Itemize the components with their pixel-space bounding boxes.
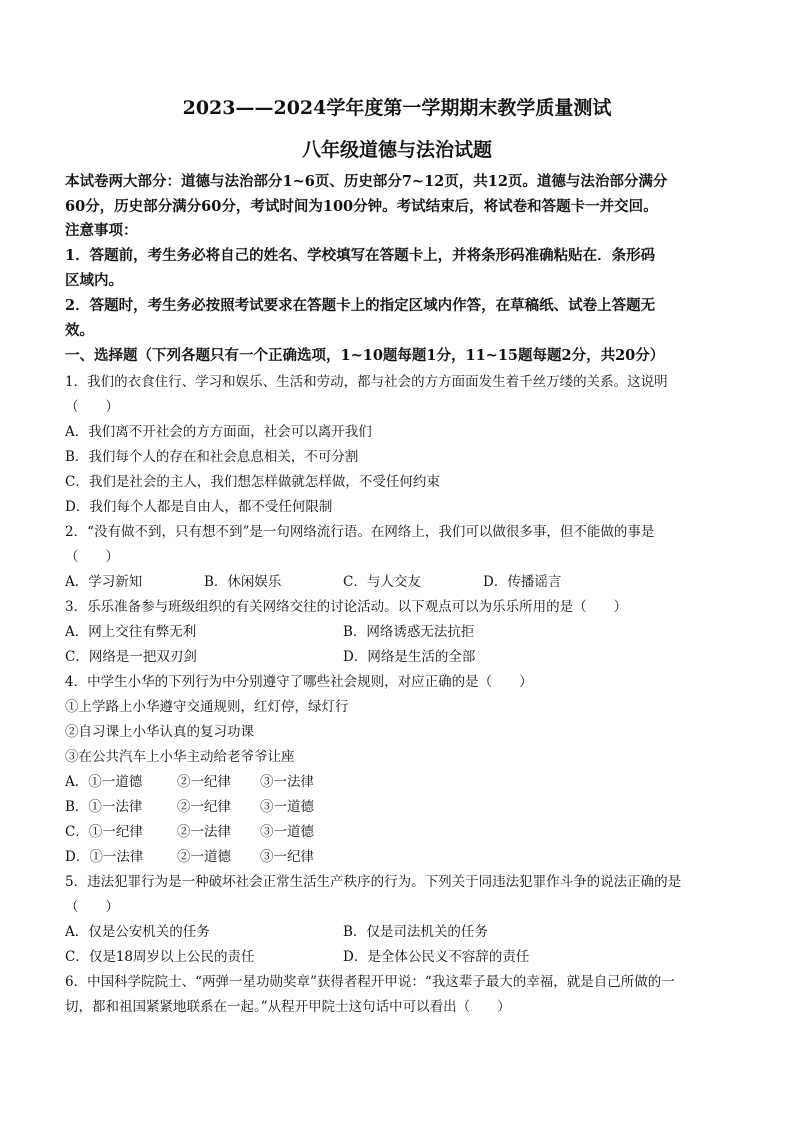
intro-line-2: 60分，历史部分满分60分，考试时间为100分钟。考试结束后，将试卷和答题卡一并交回。: [65, 198, 658, 215]
q5-blank: （ ）: [65, 899, 119, 915]
q2-option-d: D．传播谣言: [483, 574, 562, 590]
q2-option-a: A．学习新知: [65, 574, 143, 590]
q4-option-c-1: C．①一纪律: [65, 824, 143, 840]
q6-stem-line-2: 切，都和祖国紧紧地联系在一起。”从程开甲院士这句话中可以看出（ ）: [65, 999, 511, 1015]
q1-option-c: C．我们是社会的主人，我们想怎样做就怎样做，不受任何约束: [65, 474, 440, 490]
q4-option-d-2: ②一道德: [177, 849, 231, 865]
q5-option-b: B．仅是司法机关的任务: [343, 924, 488, 940]
q2-blank: （ ）: [65, 549, 119, 565]
q4-option-c-2: ②一法律: [177, 824, 231, 840]
q4-option-d-1: D．①一法律: [65, 849, 144, 865]
q4-statement-3: ③在公共汽车上小华主动给老爷爷让座: [65, 749, 295, 765]
section-1-heading: 一、选择题（下列各题只有一个正确选项，1~10题每题1分，11~15题每题2分，共20分）: [65, 347, 665, 364]
q4-option-c-3: ③一道德: [260, 824, 314, 840]
intro-line-1: 本试卷两大部分：道德与法治部分1~6页、历史部分7~12页，共12页。道德与法治部分满分: [65, 173, 668, 190]
q2-option-c: C．与人交友: [343, 574, 421, 590]
q4-option-a-2: ②一纪律: [177, 774, 231, 790]
q5-option-a: A．仅是公安机关的任务: [65, 924, 210, 940]
q3-option-b: B．网络诱惑无法抗拒: [343, 624, 475, 640]
q4-option-b-1: B．①一法律: [65, 799, 143, 815]
q1-option-a: A．我们离不开社会的方方面面，社会可以离开我们: [65, 424, 372, 440]
q3-option-d: D．网络是生活的全部: [343, 649, 476, 665]
exam-subtitle: 八年级道德与法治试题: [301, 139, 492, 161]
q4-option-b-2: ②一纪律: [177, 799, 231, 815]
q4-statement-1: ①上学路上小华遵守交通规则，红灯停，绿灯行: [65, 699, 349, 715]
q1-stem: 1．我们的衣食住行、学习和娱乐、生活和劳动，都与社会的方方面面发生着千丝万缕的关系。这说明: [65, 374, 668, 390]
q3-stem: 3．乐乐准备参与班级组织的有关网络交往的讨论活动。以下观点可以为乐乐所用的是（ ）: [65, 599, 628, 615]
q4-option-a-3: ③一法律: [260, 774, 314, 790]
note-1-line-1: 1．答题前，考生务必将自己的姓名、学校填写在答题卡上，并将条形码准确粘贴在．条形码: [65, 247, 656, 264]
q6-stem-line-1: 6．中国科学院院士、“两弹一星功勋奖章”获得者程开甲说：“我这辈子最大的幸福，就是自己所做的一: [65, 974, 675, 990]
q1-blank: （ ）: [65, 399, 119, 415]
exam-title: 2023——2024学年度第一学期期末教学质量测试: [182, 97, 612, 119]
q5-option-c: C．仅是18周岁以上公民的责任: [65, 949, 255, 965]
q2-stem: 2．“没有做不到，只有想不到”是一句网络流行语。在网络上，我们可以做很多事，但不能做的事是: [65, 524, 655, 540]
q5-stem: 5．违法犯罪行为是一种破坏社会正常生活生产秩序的行为。下列关于同违法犯罪作斗争的说法正确的是: [65, 874, 682, 890]
q5-option-d: D．是全体公民义不容辞的责任: [343, 949, 530, 965]
q3-option-a: A．网上交往有弊无利: [65, 624, 197, 640]
q1-option-d: D．我们每个人都是自由人，都不受任何限制: [65, 499, 333, 515]
q4-option-d-3: ③一纪律: [260, 849, 314, 865]
q2-option-b: B．休闲娱乐: [204, 574, 282, 590]
note-2-line-2: 效。: [65, 322, 94, 339]
q1-option-b: B．我们每个人的存在和社会息息相关，不可分割: [65, 449, 359, 465]
note-2-line-1: 2．答题时，考生务必按照考试要求在答题卡上的指定区域内作答，在草稿纸、试卷上答题无: [65, 297, 656, 314]
q4-option-a-1: A．①一道德: [65, 774, 143, 790]
note-1-line-2: 区域内。: [65, 272, 123, 289]
notes-heading: 注意事项：: [65, 222, 138, 239]
q4-stem: 4．中学生小华的下列行为中分别遵守了哪些社会规则，对应正确的是（ ）: [65, 674, 533, 690]
q3-option-c: C．网络是一把双刃剑: [65, 649, 197, 665]
q4-statement-2: ②自习课上小华认真的复习功课: [65, 724, 254, 740]
q4-option-b-3: ③一道德: [260, 799, 314, 815]
